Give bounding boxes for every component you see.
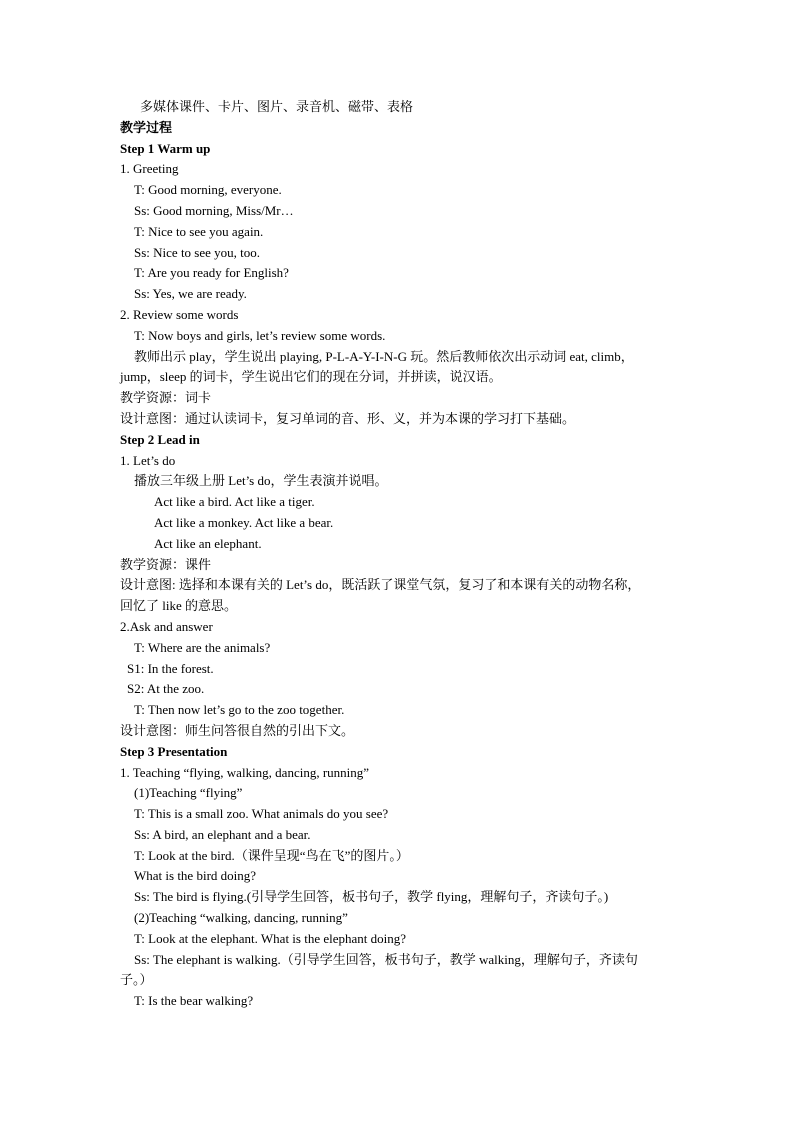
text-line: T: Now boys and girls, let’s review some words. (134, 327, 386, 343)
text-line: Ss: Good morning, Miss/Mr… (134, 202, 294, 218)
text-line: T: Good morning, everyone. (134, 182, 282, 198)
text-line: 多媒体课件、卡片、图片、录音机、磁带、表格 (140, 99, 414, 114)
text-line: T: Are you ready for English? (134, 265, 289, 281)
text-line: T: Look at the bird.（课件呈现“鸟在飞”的图片。） (134, 847, 409, 863)
section-heading: Step 3 Presentation (120, 743, 228, 759)
text-line: Ss: Yes, we are ready. (134, 286, 247, 302)
text-line: 1. Greeting (120, 161, 179, 177)
text-line: T: Is the bear walking? (134, 993, 254, 1009)
text-line: T: Look at the elephant. What is the elephant doing? (134, 930, 407, 946)
text-line: jump，sleep 的词卡，学生说出它们的现在分词，并拼读，说汉语。 (120, 369, 502, 385)
text-line: 教学资源：课件 (120, 556, 212, 572)
document-body (120, 97, 680, 1012)
text-line: 1. Teaching “flying, walking, dancing, running” (120, 764, 370, 780)
text-line: T: Where are the animals? (134, 639, 271, 655)
text-line: S2: At the zoo. (127, 681, 205, 697)
text-line: 1. Let’s do (120, 452, 176, 468)
text-line: Ss: The elephant is walking.（引导学生回答，板书句子，教学 walking，理解句子，齐读句 (134, 951, 638, 967)
text-line: Act like an elephant. (154, 535, 262, 551)
text-line: 设计意图：师生问答很自然的引出下文。 (120, 722, 355, 738)
text-line: 回忆了 like 的意思。 (120, 598, 237, 614)
text-line: Ss: Nice to see you, too. (134, 244, 261, 260)
text-line: Act like a bird. Act like a tiger. (154, 494, 315, 510)
text-line: 设计意图：通过认读词卡，复习单词的音、形、义，并为本课的学习打下基础。 (120, 410, 576, 426)
text-line: 子。） (120, 972, 153, 988)
text-line: 教师出示 play，学生说出 playing, P-L-A-Y-I-N-G 玩。然后教师依次出示动词 eat, climb， (134, 348, 634, 364)
text-line: (1)Teaching “flying” (134, 785, 243, 801)
text-line: 播放三年级上册 Let’s do，学生表演并说唱。 (134, 473, 388, 489)
section-heading: Step 1 Warm up (120, 140, 211, 156)
text-line: Ss: A bird, an elephant and a bear. (134, 826, 311, 842)
section-heading: Step 2 Lead in (120, 431, 200, 447)
text-line: Act like a monkey. Act like a bear. (154, 514, 334, 530)
section-heading: 教学过程 (120, 119, 173, 135)
text-line: 2. Review some words (120, 306, 239, 322)
text-line: Ss: The bird is flying.(引导学生回答，板书句子，教学 flying，理解句子，齐读句子。) (134, 889, 609, 905)
text-line: 设计意图: 选择和本课有关的 Let’s do，既活跃了课堂气氛，复习了和本课有关的动物名称， (120, 577, 641, 593)
text-line: 教学资源：词卡 (120, 390, 212, 406)
text-line: What is the bird doing? (134, 868, 257, 884)
text-line: 2.Ask and answer (120, 618, 213, 634)
text-line: T: This is a small zoo. What animals do you see? (134, 806, 389, 822)
text-line: (2)Teaching “walking, dancing, running” (134, 910, 348, 926)
text-line: S1: In the forest. (127, 660, 214, 676)
text-line: T: Then now let’s go to the zoo together. (134, 702, 345, 718)
text-line: T: Nice to see you again. (134, 223, 264, 239)
